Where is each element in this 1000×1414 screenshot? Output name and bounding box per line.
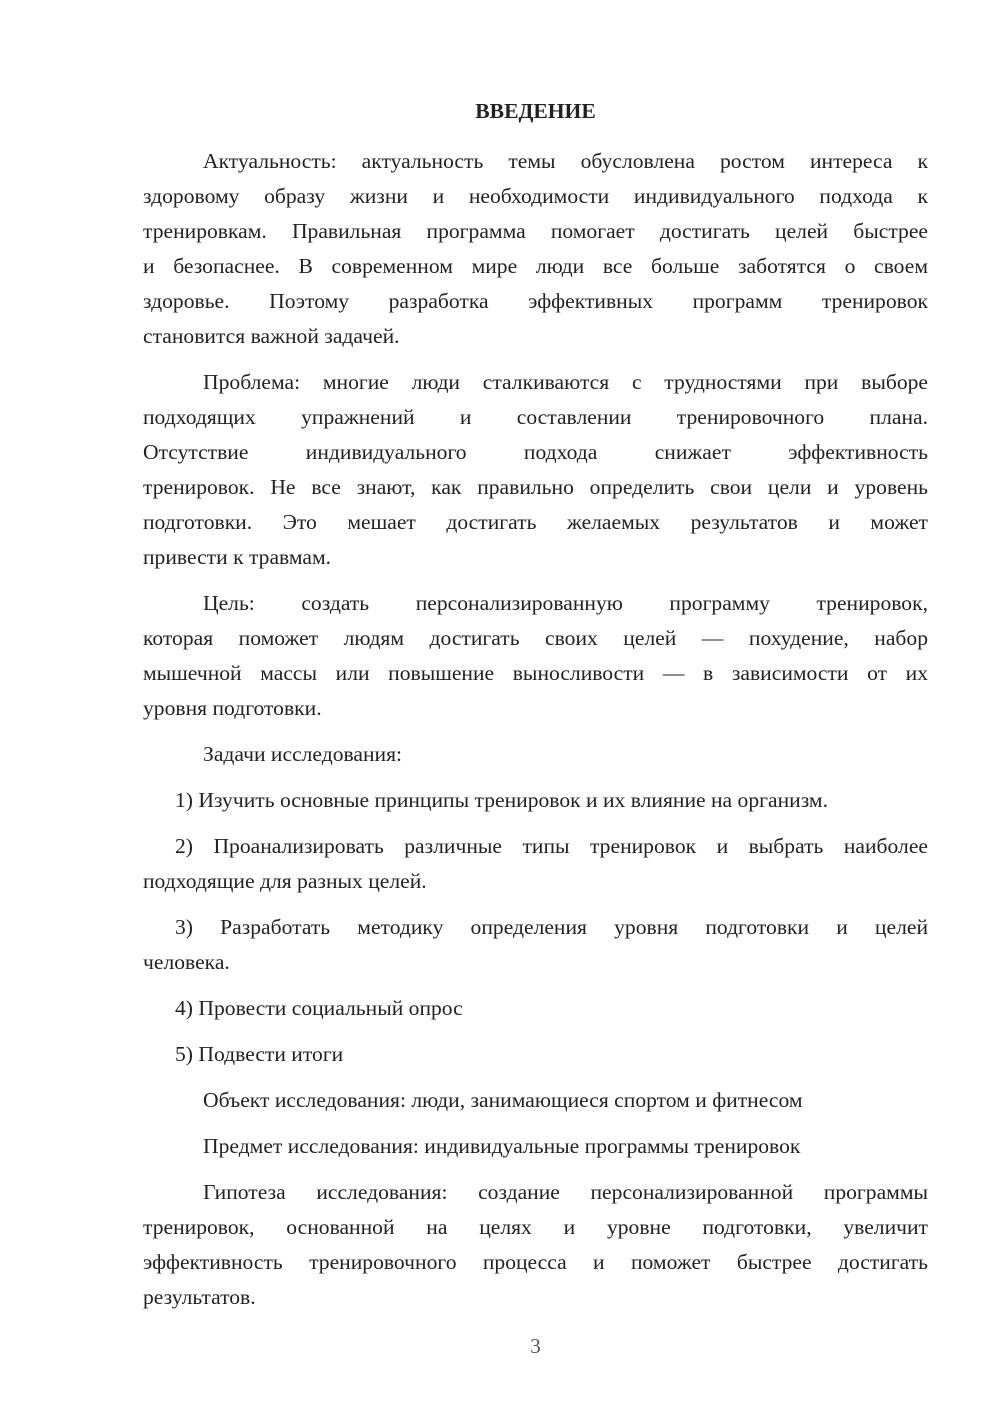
text-line: 2) Проанализировать различные типы тренировок и выбрать наиболее	[175, 834, 928, 858]
paragraphs	[143, 144, 928, 1315]
list-item	[143, 1037, 928, 1072]
text-line: результатов.	[143, 1285, 256, 1309]
section-title: ВВЕДЕНИЕ	[475, 99, 596, 123]
text-line: тренировкам. Правильная программа помогает достигать целей быстрее	[143, 219, 928, 243]
page-number: 3	[530, 1334, 541, 1358]
text-line: 3) Разработать методику определения уровня подготовки и целей	[175, 915, 928, 939]
text-line: становится важной задачей.	[143, 324, 400, 348]
text-line: Объект исследования: люди, занимающиеся спортом и фитнесом	[203, 1088, 803, 1112]
paragraph	[143, 737, 928, 772]
text-line: тренировок, основанной на целях и уровне подготовки, увеличит	[143, 1215, 928, 1239]
text-line: подходящие для разных целей.	[143, 869, 427, 893]
text-line: привести к травмам.	[143, 545, 332, 569]
text-line: 4) Провести социальный опрос	[175, 996, 463, 1020]
paragraph	[143, 1083, 928, 1118]
text-line: подходящих упражнений и составлении тренировочного плана.	[143, 405, 928, 429]
text-line: которая поможет людям достигать своих целей — похудение, набор	[143, 626, 928, 650]
list-item	[143, 829, 928, 899]
list-item	[143, 991, 928, 1026]
text-line: Отсутствие индивидуального подхода снижает эффективность	[143, 440, 928, 464]
paragraph	[143, 1129, 928, 1164]
text-line: эффективность тренировочного процесса и поможет быстрее достигать	[143, 1250, 928, 1274]
list-item	[143, 783, 928, 818]
text-line: Цель: создать персонализированную программу тренировок,	[203, 591, 928, 615]
text-line: здоровье. Поэтому разработка эффективных программ тренировок	[143, 289, 928, 313]
document-body	[143, 95, 928, 1315]
text-line: уровня подготовки.	[143, 696, 322, 720]
paragraph	[143, 144, 928, 354]
paragraph	[143, 365, 928, 575]
text-line: человека.	[143, 950, 230, 974]
text-line: 1) Изучить основные принципы тренировок и их влияние на организм.	[175, 788, 828, 812]
paragraph	[143, 1175, 928, 1315]
text-line: тренировок. Не все знают, как правильно определить свои цели и уровень	[143, 475, 928, 499]
paragraph	[143, 586, 928, 726]
list-item	[143, 910, 928, 980]
text-line: подготовки. Это мешает достигать желаемых результатов и может	[143, 510, 928, 534]
text-line: 5) Подвести итоги	[175, 1042, 344, 1066]
text-line: Проблема: многие люди сталкиваются с трудностями при выборе	[203, 370, 928, 394]
text-line: Предмет исследования: индивидуальные программы тренировок	[203, 1134, 801, 1158]
text-line: Актуальность: актуальность темы обусловлена ростом интереса к	[203, 149, 928, 173]
text-line: здоровому образу жизни и необходимости индивидуального подхода к	[143, 184, 928, 208]
text-line: Гипотеза исследования: создание персонализированной программы	[203, 1180, 928, 1204]
text-line: Задачи исследования:	[203, 742, 403, 766]
text-line: и безопаснее. В современном мире люди все больше заботятся о своем	[143, 254, 928, 278]
text-line: мышечной массы или повышение выносливости — в зависимости от их	[143, 661, 928, 685]
